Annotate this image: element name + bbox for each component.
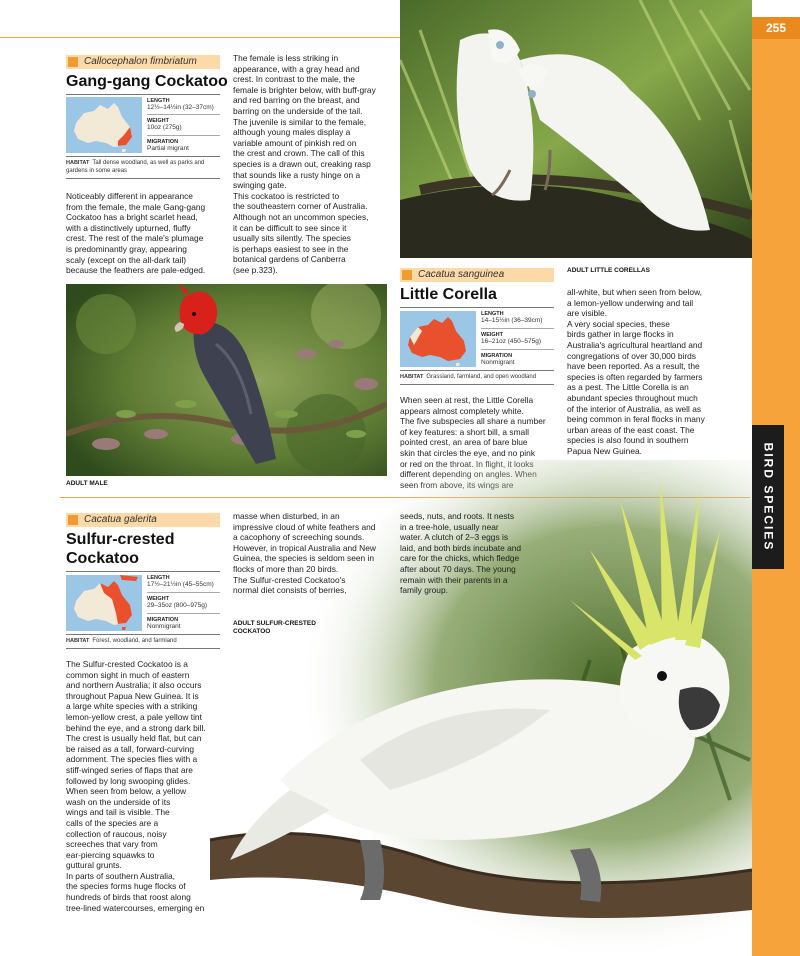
little-corella-body-right: all-white, but when seen from below, a lemon-yellow underwing and tail are visible. A very social species, these birds gather in large flocks in Australia's agricultural heartland and congregations of over 30,000 birds have been reported. As a result, the species is often regarded by farmers as a pest. The Little Corella is an abundant species throughout much of the interior of Australia, as well as being common in feral flocks in many urban areas of the east coast. The species is also found in southern Papua New Guinea. [567,287,705,456]
stat-label: LENGTH [147,98,170,104]
top-rule [0,37,400,38]
gang-gang-photo [66,284,387,476]
gang-gang-caption: ADULT MALE [66,480,108,487]
migration-value: Nonmigrant [481,359,515,366]
sulfur-crested-body-left: The Sulfur-crested Cockatoo is a common sight in much of eastern and northern Australia; it also occurs throughout Papua New Guinea. It is a large white species with a striking lemon-yellow crest, a pale yellow tint behind the eye, and a strong dark bill. The crest is usually held flat, but can be raised as a tall, forward-curving adornment. The species flies with a stiff-winged series of flaps that are followed by long swooping glides. When seen from below, a yellow wash on the underside of its wings and tail is visible. The calls of the species are a collection of raucous, noisy screeches that vary from ear-piercing squawks to guttural grunts. In parts of southern Australia, the species forms huge flocks of hundreds of birds that roost along tree-lined watercourses, emerging en [66,659,206,913]
section-tab-label: BIRD SPECIES [761,442,775,552]
fact-rule [400,384,554,385]
gang-gang-common-name: Gang-gang Cockatoo [66,73,228,90]
weight-value: 29–35oz (800–975g) [147,602,207,609]
weight-value: 10oz (275g) [147,124,182,131]
migration-value: Partial migrant [147,145,189,152]
page-number: 255 [752,17,800,39]
little-corella-photo [400,0,752,258]
habitat-label: HABITAT [400,374,424,380]
stat-label: MIGRATION [147,617,179,623]
little-corella-common-name: Little Corella [400,286,497,303]
stat-divider [147,114,220,115]
common-name-line: Cockatoo [66,550,139,567]
gang-gang-habitat [66,159,220,175]
habitat-label: HABITAT [66,160,90,166]
stat-label: WEIGHT [147,596,169,602]
stat-label: MIGRATION [147,139,179,145]
stat-divider [147,135,220,136]
fact-rule [66,94,220,95]
common-name-line: Sulfur-crested [66,531,175,548]
caption-line: ADULT SULFUR-CRESTED [233,620,316,627]
habitat-text: Forest, woodland, and farmland [92,638,177,644]
habitat-text: Grassland, farmland, and open woodland [426,374,537,380]
sulfur-crested-body-right: seeds, nuts, and roots. It nests in a tree-hole, usually near water. A clutch of 2–3 eggs is laid, and both birds incubate and care for the chicks, which fledge after about 70 days. The young remain with their parents in a family group. [400,511,522,596]
stat-label: MIGRATION [481,353,513,359]
stat-divider [481,349,554,350]
stat-divider [481,328,554,329]
fact-rule [400,307,554,308]
length-value: 17½–21½in (45–55cm) [147,581,214,588]
gang-gang-scientific-name: Callocephalon fimbriatum [66,55,220,69]
stat-label: WEIGHT [147,118,169,124]
fact-rule [66,634,220,635]
length-value: 12½–14½in (32–37cm) [147,104,214,111]
stat-label: LENGTH [481,311,504,317]
stat-divider [147,592,220,593]
little-corella-range-map [400,311,476,367]
fact-rule [66,156,220,157]
migration-value: Nonmigrant [147,623,181,630]
sulfur-crested-caption [233,620,316,636]
section-tab[interactable] [752,425,784,569]
gang-gang-body-right: The female is less striking in appearance, with a gray head and crest. In contrast to the male, the female is brighter below, with buff-gray and red barring on the breast, and barring on the underside of the tail. The juvenile is similar to the female, although young males display a variable amount of pinkish red on the crest and crown. The call of this species is a drawn out, creaking rasp that sounds like a rusty hinge on a swinging gate. This cockatoo is restricted to the southeastern corner of Australia. Although not an uncommon species, it can be difficult to see since it usually sits silently. The species is perhaps easiest to see in the botanical gardens of Canberra (see p.323). [233,53,376,275]
sulfur-crested-scientific-name: Cacatua galerita [66,513,220,527]
stat-label: LENGTH [147,575,170,581]
gang-gang-body-left: Noticeably different in appearance from the female, the male Gang-gang Cockatoo has a bright scarlet head, with a distinctively upturned, fluffy crest. The rest of the male's plumage is predominantly gray, appearing scaly (except on the all-dark tail) because the feathers are pale-edged. [66,191,206,276]
sulfur-crested-body-mid: masse when disturbed, in an impressive cloud of white feathers and a cacophony of screeching sounds. However, in tropical Australia and New Guinea, the species is seldom seen in flocks of more than 20 birds. The Sulfur-crested Cockatoo's normal diet consists of berries, [233,511,376,596]
fact-rule [66,178,220,179]
fact-rule [66,648,220,649]
caption-line: COCKATOO [233,628,271,635]
sulfur-crested-habitat [66,637,226,645]
stat-divider [147,613,220,614]
little-corella-scientific-name: Cacatua sanguinea [400,268,554,282]
habitat-text: Tall dense woodland, as well as parks and gardens in some areas [66,160,205,174]
habitat-label: HABITAT [66,638,90,644]
gang-gang-range-map [66,97,142,153]
little-corella-habitat [400,373,560,381]
sulfur-crested-common-name [66,530,174,568]
fact-rule [66,571,220,572]
little-corella-body-left: When seen at rest, the Little Corella appears almost completely white. The five subspecies all share a number of key features: a short bill, a small pointed crest, an area of bare blue skin that circles the eye, and no pink [400,395,546,458]
little-corella-caption: ADULT LITTLE CORELLAS [567,267,650,274]
sulfur-crested-range-map [66,575,142,631]
fact-rule [400,370,554,371]
stat-label: WEIGHT [481,332,503,338]
weight-value: 16–21oz (450–575g) [481,338,541,345]
length-value: 14–15½in (36–39cm) [481,317,543,324]
